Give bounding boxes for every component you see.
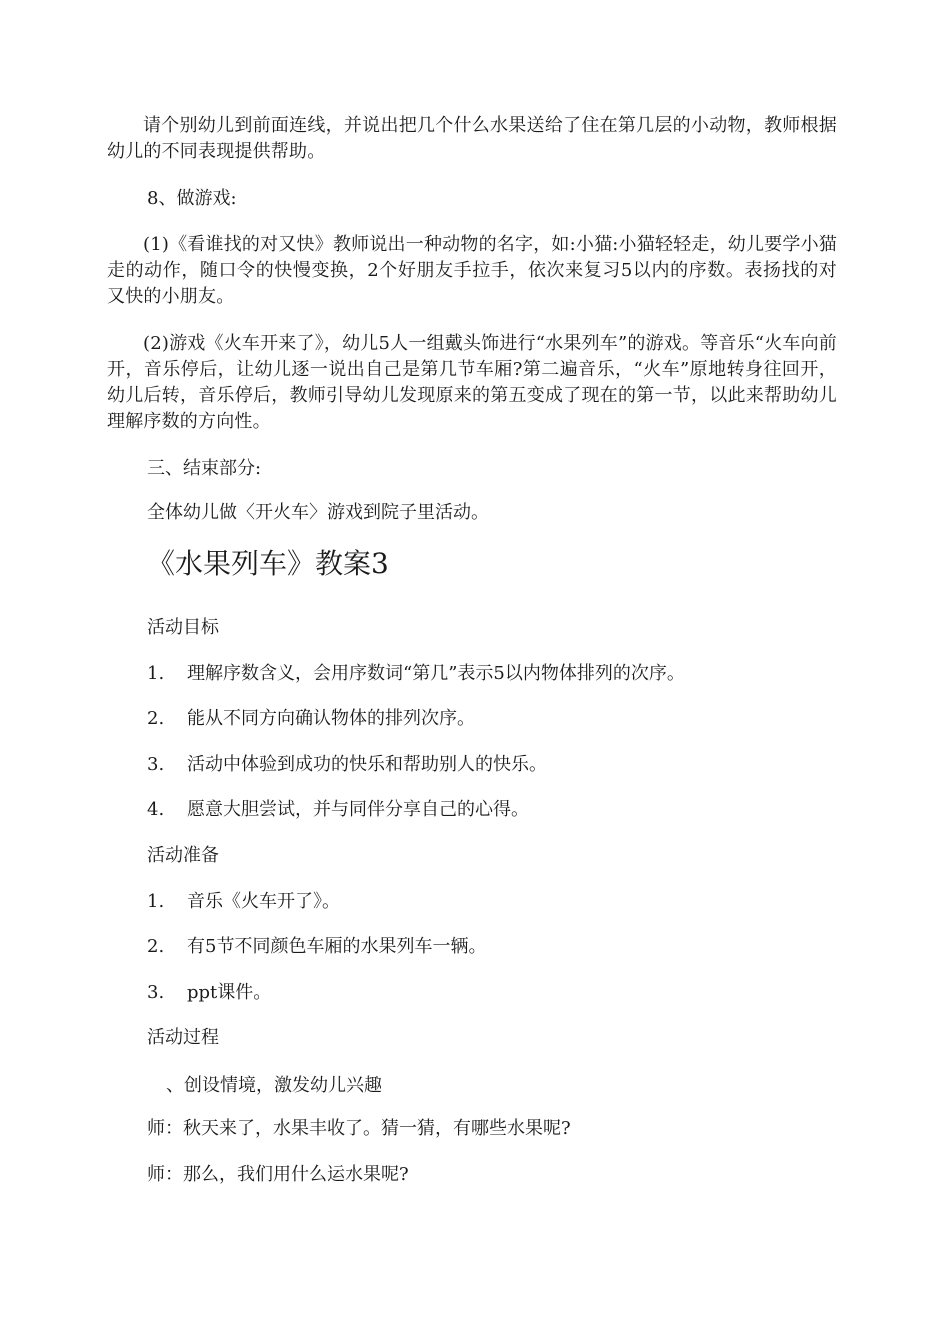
paragraph-connect-line: 请个别幼儿到前面连线，并说出把几个什么水果送给了住在第几层的小动物，教师根据幼儿的不同表现提供帮助。 [107, 115, 837, 162]
prep-item-text: 有5节不同颜色车厢的水果列车一辆。 [187, 936, 487, 957]
goal-item-number: 4. [147, 799, 165, 820]
process-step-1: 、创设情境，激发幼儿兴趣 [166, 1075, 382, 1096]
prep-item-number: 2. [147, 936, 165, 957]
paragraph-ending-text: 全体幼儿做〈开火车〉游戏到院子里活动。 [147, 502, 489, 523]
prep-item-number: 1. [147, 891, 165, 912]
goals-heading: 活动目标 [147, 617, 219, 638]
paragraph-game-1: (1)《看谁找的对又快》教师说出一种动物的名字，如:小猫:小猫轻轻走，幼儿要学小猫走的动作，随口令的快慢变换，2个好朋友手拉手，依次来复习5以内的序数。表扬找的对又快的小朋友。 [107, 234, 837, 307]
section-title: 《水果列车》教案3 [147, 547, 389, 580]
prep-heading: 活动准备 [147, 845, 219, 866]
prep-item-text: ppt课件。 [187, 982, 272, 1003]
goal-item [147, 797, 529, 823]
goal-item [147, 706, 475, 732]
prep-item-text: 音乐《火车开了》。 [187, 891, 340, 912]
paragraph-ending-heading: 三、结束部分: [147, 458, 262, 479]
goal-item-text: 理解序数含义，会用序数词“第几”表示5以内物体排列的次序。 [187, 663, 685, 684]
prep-item [147, 889, 340, 915]
goal-item-number: 2. [147, 708, 165, 729]
goal-item-text: 活动中体验到成功的快乐和帮助别人的快乐。 [187, 754, 547, 775]
process-dialogue-1: 师：秋天来了，水果丰收了。猜一猜，有哪些水果呢? [147, 1118, 571, 1139]
paragraph-game-2: (2)游戏《火车开来了》，幼儿5人一组戴头饰进行“水果列车”的游戏。等音乐“火车向前开，音乐停后，让幼儿逐一说出自己是第几节车厢?第二遍音乐，“火车”原地转身往回开，幼儿后转，音乐停后，教师引导幼儿发现原来的第五变成了现在的第一节，以此来帮助幼儿理解序数的方向性。 [107, 333, 837, 432]
prep-item-number: 3. [147, 982, 165, 1003]
goal-item-number: 3. [147, 754, 165, 775]
goal-item-text: 能从不同方向确认物体的排列次序。 [187, 708, 475, 729]
goal-item [147, 661, 685, 687]
goal-item [147, 752, 547, 778]
process-heading: 活动过程 [147, 1027, 219, 1048]
prep-item [147, 934, 486, 960]
goal-item-text: 愿意大胆尝试，并与同伴分享自己的心得。 [187, 799, 529, 820]
paragraph-game-heading: 8、做游戏: [147, 188, 237, 209]
goal-item-number: 1. [147, 663, 165, 684]
process-dialogue-2: 师：那么，我们用什么运水果呢? [147, 1164, 409, 1185]
prep-item [147, 980, 271, 1006]
